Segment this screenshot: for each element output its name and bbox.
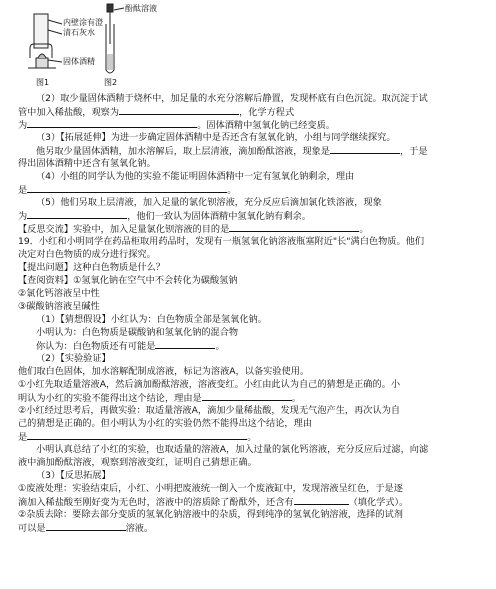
- text: 是: [18, 185, 28, 196]
- text: 【查阅资料】①氢氧化钠在空气中不会转化为碳酸氢钠: [18, 275, 238, 286]
- text-line: [18, 144, 482, 157]
- text: 。固体酒精中氢氧化钠已经变质。: [197, 120, 335, 131]
- text-line: 【反思交流】实验中，加入足量氯化钡溶液的目的是 。: [18, 224, 369, 235]
- text: （2）【实验验证】: [36, 353, 111, 364]
- text: 溶液。: [125, 523, 154, 534]
- answer-blank[interactable]: [202, 391, 292, 401]
- figure2-apparatus: [106, 4, 124, 73]
- text-line: [18, 430, 482, 443]
- answer-blank[interactable]: [27, 118, 197, 128]
- text-line: [18, 339, 482, 352]
- text-line: [18, 404, 482, 417]
- question-text: [18, 92, 482, 534]
- text: 。: [291, 393, 301, 404]
- text: （4）小组的同学认为他的实验不能证明固体酒精中一定有氢氧化钠剩余，理由: [36, 171, 355, 182]
- text-line: [18, 352, 482, 365]
- apparatus-figure: [0, 0, 260, 92]
- text: ，于是: [400, 146, 428, 157]
- text: ①小红先取适量溶液A，然后滴加酚酞溶液，溶液变红。小红由此认为自己的猜想是正确的。小: [18, 379, 401, 390]
- text-line: [18, 482, 482, 495]
- answer-blank[interactable]: [27, 209, 127, 219]
- text-line: [18, 105, 482, 118]
- answer-blank[interactable]: [155, 339, 215, 349]
- text: （1）【猜想假设】小红认为：白色物质全部是氢氧化钠。: [36, 314, 267, 325]
- text: 为: [18, 211, 28, 222]
- text: （5）他们另取上层清液，加入足量的氯化钡溶液，充分反应后滴加氯化铁溶液，现象: [36, 197, 382, 208]
- text-line: [18, 313, 482, 326]
- text: ②杂质去除：要除去部分变质的氢氧化钠溶液中的杂质，得到纯净的氢氧化钠溶液，选择的试剂: [18, 509, 403, 520]
- text-line: [18, 326, 482, 339]
- text: 你认为：白色物质还有可能是: [36, 341, 156, 352]
- text-line: [18, 235, 482, 248]
- text-line: [18, 287, 482, 300]
- text: ①废液处理：实验结束后，小红、小明把废液统一倒入一个废液缸中，发现溶液呈红色，于是逐: [18, 483, 403, 494]
- label-phenolphthalein: 酚酞溶液: [125, 4, 157, 13]
- text-line: [18, 248, 482, 261]
- text: （2）取少量固体酒精于烧杯中，加足量的水充分溶解后静置，发现杯底有白色沉淀。取沉淀于试: [36, 93, 428, 104]
- text-line: 是 。: [18, 185, 237, 196]
- text-line: [18, 469, 482, 482]
- answer-blank[interactable]: [27, 183, 227, 193]
- text: ，他们一致认为固体酒精中氢氧化钠有剩余。: [127, 211, 311, 222]
- text: 管中加入稀盐酸，观察为: [18, 107, 120, 118]
- text: 小明认真总结了小红的实验，也取适量的溶液A，加入过量的氯化钙溶液，充分反应后过滤，向滤: [36, 444, 429, 455]
- text: 【提出问题】这种白色物质是什么？: [18, 262, 165, 273]
- text: 明认为小红的实验不能得出这个结论，理由是: [18, 393, 202, 404]
- text: 为: [18, 120, 28, 131]
- text-line: [18, 378, 482, 391]
- text: （3）【反思拓展】: [36, 470, 111, 481]
- text: 己的猜想是正确的。但小明认为小红的实验仍然不能得出这个结论，理由: [18, 418, 312, 429]
- answer-blank[interactable]: [119, 105, 239, 115]
- text: 他们取白色固体，加水溶解配制成溶液，标记为溶液A，以备实验使用。: [18, 366, 310, 377]
- text-line: [18, 508, 482, 521]
- text-line: [18, 365, 482, 378]
- caption-figure1: 图1: [36, 78, 50, 87]
- label-beaker-coating: 内壁涂有澄: [63, 18, 103, 27]
- label-solid-alcohol: 固体酒精: [63, 57, 95, 66]
- answer-blank[interactable]: [27, 430, 247, 440]
- text: 决定对白色物质的成分进行探究。: [18, 249, 156, 260]
- text-line: [18, 417, 482, 430]
- text: 他另取少量固体酒精，加水溶解后，取上层清液，滴加酚酞溶液，现象是: [36, 146, 330, 157]
- answer-blank[interactable]: [229, 222, 359, 232]
- answer-blank[interactable]: [294, 495, 349, 505]
- text-line: [18, 209, 482, 222]
- text-line: [18, 495, 482, 508]
- text-line: [18, 118, 482, 131]
- text-line: [18, 456, 482, 469]
- text-line: [18, 261, 482, 274]
- text: 得出固体酒精中还含有氢氧化钠。: [18, 158, 156, 169]
- text-line: [18, 196, 482, 209]
- text: 。: [247, 432, 257, 443]
- caption-figure2: 图2: [104, 78, 118, 87]
- text: 是: [18, 432, 28, 443]
- figure1-apparatus: [28, 14, 62, 68]
- text: 19．小红和小明同学在药品柜取用药品时，发现有一瓶氢氧化钠溶液瓶塞附近"长"满白色物质。他们: [18, 236, 425, 247]
- text-line: [18, 443, 482, 456]
- text-line: [18, 131, 482, 144]
- text: （填化学式）。: [348, 497, 409, 508]
- text: 小明认为：白色物质是碳酸钠和氢氧化钠的混合物: [36, 327, 239, 338]
- text: ③碳酸钠溶液呈碱性: [18, 301, 100, 312]
- text: 可以是: [18, 523, 46, 534]
- text-line: [18, 274, 482, 287]
- answer-blank[interactable]: [46, 521, 126, 531]
- text: 。: [215, 341, 225, 352]
- text: ②氯化钙溶液呈中性: [18, 288, 100, 299]
- text: ②小红经过思考后，再做实验：取适量溶液A，滴加少量稀盐酸，发现无气泡产生，再次认为自: [18, 405, 401, 416]
- text-line: [18, 300, 482, 313]
- label-limewater: 清石灰水: [63, 28, 95, 37]
- text-line: [18, 92, 482, 105]
- text: 液中滴加酚酞溶液，观察到溶液变红，证明自己猜想正确。: [18, 457, 257, 468]
- text-line: [18, 170, 482, 183]
- answer-blank[interactable]: [330, 144, 400, 154]
- text: 【反思交流】实验中，加入足量氯化钡溶液的目的是: [18, 224, 230, 235]
- text: ，化学方程式: [239, 107, 295, 118]
- text: （3）【拓展延伸】为进一步确定固体酒精中是否还含有氢氧化钠，小组与同学继续探究。: [36, 132, 396, 143]
- text: 滴加入稀盐酸至刚好变为无色时，溶液中的溶质除了酚酞外，还含有: [18, 497, 294, 508]
- text-line: [18, 391, 482, 404]
- text-line: [18, 521, 482, 534]
- text-line: [18, 157, 482, 170]
